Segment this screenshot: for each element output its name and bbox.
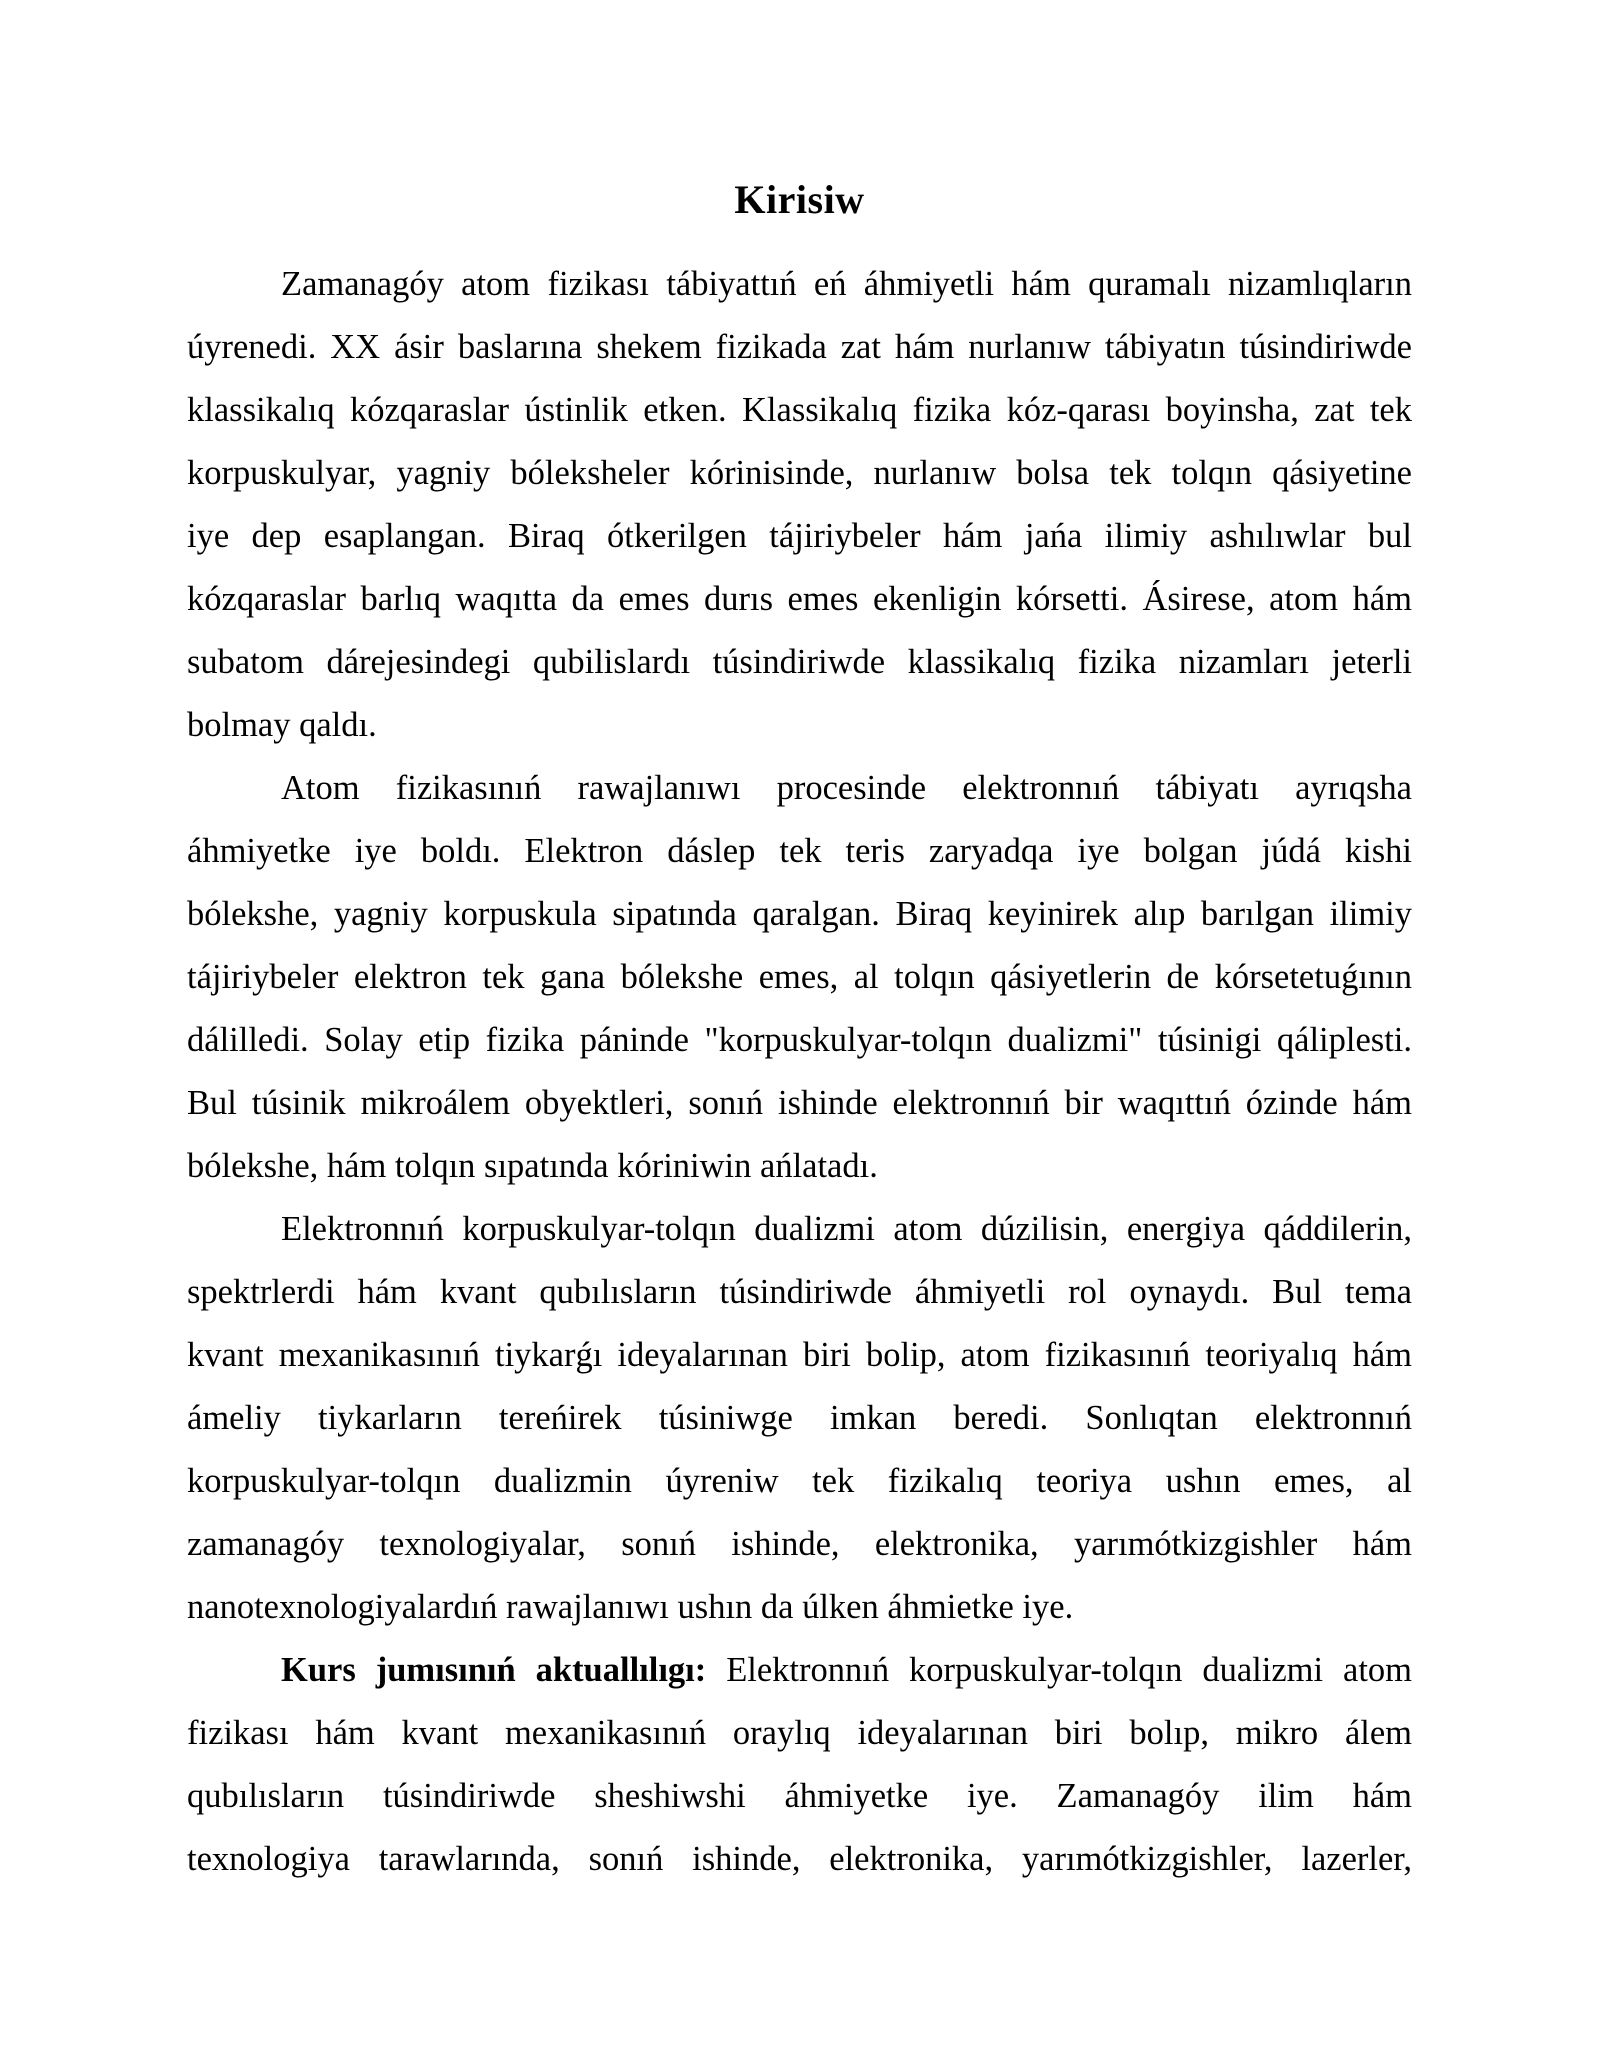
paragraph-line: áhmiyetke iye boldı. Elektron dáslep tek teris zaryadqa iye bolgan júdá kishi (187, 832, 1412, 870)
paragraph (187, 1198, 1412, 1639)
paragraph-line: Zamanagóy atom fizikası tábiyattıń eń áhmiyetli hám quramalı nizamlıqların (281, 265, 1412, 303)
paragraph-line: texnologiya tarawlarında, sonıń ishinde, elektronika, yarımótkizgishler, lazerler, (187, 1840, 1412, 1878)
paragraph (187, 757, 1412, 1198)
paragraph-line: Bul túsinik mikroálem obyektleri, sonıń ishinde elektronnıń bir waqıttıń ózinde hám (187, 1084, 1412, 1122)
paragraph-line: korpuskulyar, yagniy bóleksheler kórinisinde, nurlanıw bolsa tek tolqın qásiyetine (187, 454, 1412, 492)
document-title: Kirisiw (734, 177, 865, 222)
paragraph-line: Kurs jumısınıń aktuallılıgı: Elektronnıń korpuskulyar-tolqın dualizmi atom (281, 1651, 1412, 1689)
paragraph-line: qubılısların túsindiriwde sheshiwshi áhmiyetke iye. Zamanagóy ilim hám (187, 1777, 1412, 1815)
paragraph (187, 1639, 1412, 1891)
paragraph-line: iye dep esaplangan. Biraq ótkerilgen tájiriybeler hám jańa ilimiy ashılıwlar bul (187, 517, 1412, 555)
paragraph (187, 253, 1412, 757)
paragraph-line: subatom dárejesindegi qubilislardı túsindiriwde klassikalıq fizika nizamları jeterli (187, 643, 1412, 681)
paragraph-bold-lead: Kurs jumısınıń aktuallılıgı: (281, 1651, 707, 1689)
paragraph-line: Elektronnıń korpuskulyar-tolqın dualizmi atom dúzilisin, energiya qáddilerin, (281, 1210, 1412, 1248)
paragraph-line: ámeliy tiykarların tereńirek túsiniwge imkan beredi. Sonlıqtan elektronnıń (187, 1399, 1412, 1437)
paragraph-line: fizikası hám kvant mexanikasınıń oraylıq ideyalarınan biri bolıp, mikro álem (187, 1714, 1412, 1752)
paragraph-line: dálilledi. Solay etip fizika páninde "korpuskulyar-tolqın dualizmi" túsinigi qáliplesti. (187, 1021, 1412, 1059)
paragraph-line: Atom fizikasınıń rawajlanıwı procesinde elektronnıń tábiyatı ayrıqsha (281, 769, 1412, 807)
paragraph-line: nanotexnologiyalardıń rawajlanıwı ushın da úlken áhmietke iye. (187, 1588, 1074, 1626)
paragraph-line: kózqaraslar barlıq waqıtta da emes durıs emes ekenligin kórsetti. Ásirese, atom hám (187, 580, 1412, 618)
paragraph-line: bolmay qaldı. (187, 706, 377, 744)
paragraph-line: spektrlerdi hám kvant qubılısların túsindiriwde áhmiyetli rol oynaydı. Bul tema (187, 1273, 1412, 1311)
paragraph-line: úyrenedi. XX ásir baslarına shekem fizikada zat hám nurlanıw tábiyatın túsindiriwde (187, 328, 1412, 366)
paragraph-line: korpuskulyar-tolqın dualizmin úyreniw tek fizikalıq teoriya ushın emes, al (187, 1462, 1412, 1500)
paragraph-line: klassikalıq kózqaraslar ústinlik etken. Klassikalıq fizika kóz-qarası boyinsha, zat tek (187, 391, 1412, 429)
paragraph-line: bólekshe, hám tolqın sıpatında kóriniwin ańlatadı. (187, 1147, 878, 1185)
paragraph-line: zamanagóy texnologiyalar, sonıń ishinde, elektronika, yarımótkizgishler hám (187, 1525, 1412, 1563)
paragraph-line: bólekshe, yagniy korpuskula sipatında qaralgan. Biraq keyinirek alıp barılgan ilimiy (187, 895, 1412, 933)
document-body (187, 253, 1412, 1891)
paragraph-line: kvant mexanikasınıń tiykarǵı ideyalarınan biri bolip, atom fizikasınıń teoriyalıq hám (187, 1336, 1412, 1374)
paragraph-line: tájiriybeler elektron tek gana bólekshe emes, al tolqın qásiyetlerin de kórsetetuǵının (187, 958, 1412, 996)
